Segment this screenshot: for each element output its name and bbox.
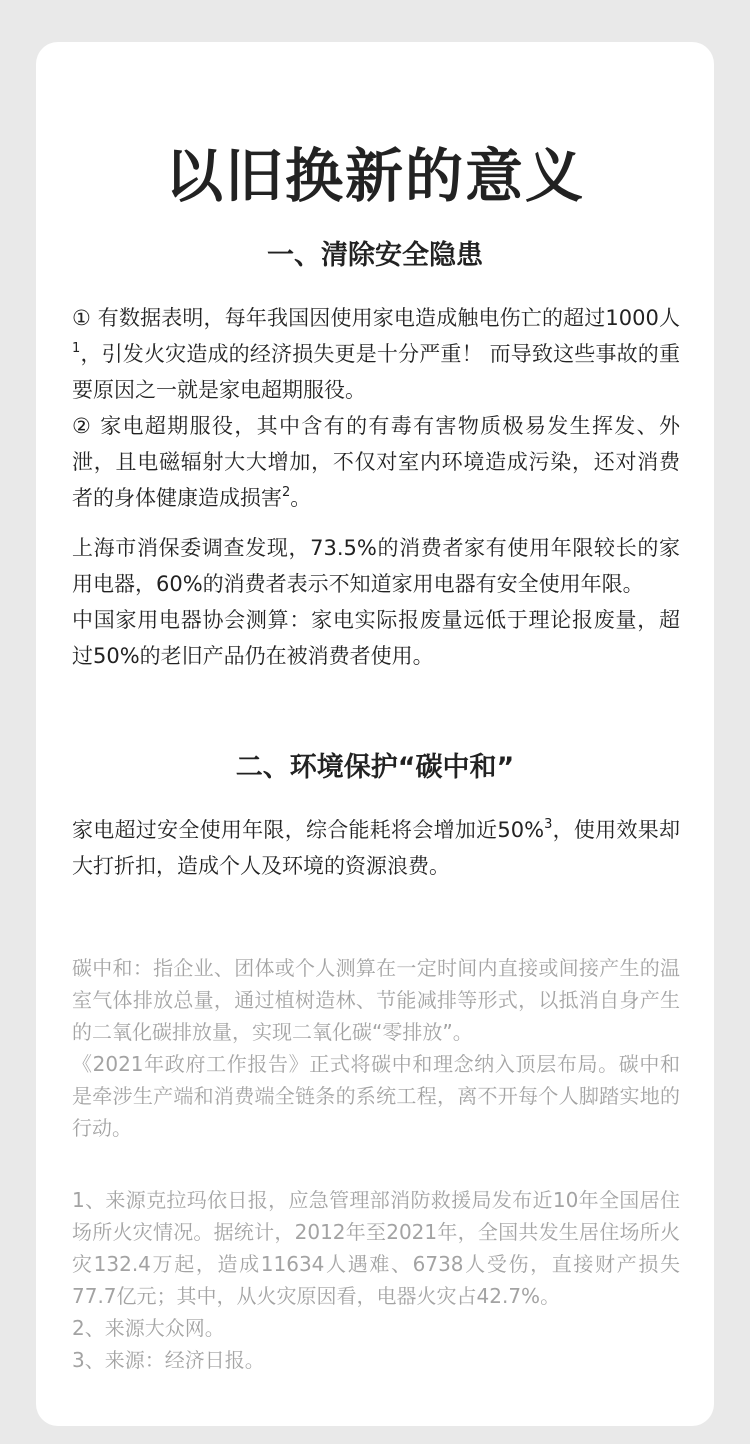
- section-heading-safety: 一、清除安全隐患: [267, 240, 483, 271]
- safety-p1-text-cont: ，引发火灾造成的经济损失更是十分严重！ 而导致这些事故的重要原因之一就是家电超期服役。: [72, 342, 680, 402]
- footnote-3: 3、来源：经济日报。: [72, 1348, 265, 1372]
- safety-paragraph-1: [72, 300, 680, 516]
- title-area: [36, 140, 714, 212]
- safety-p2-text: ② 家电超期服役，其中含有的有毒有害物质极易发生挥发、外泄，且电磁辐射大大增加，不仅对室内环境造成污染，还对消费者的身体健康造成损害: [72, 414, 680, 510]
- note-policy: 《2021年政府工作报告》正式将碳中和理念纳入顶层布局。碳中和是牵涉生产端和消费端全链条的系统工程，离不开每个人脚踏实地的行动。: [72, 1052, 680, 1140]
- footnote-ref-3: 3: [544, 817, 553, 832]
- footnote-1: 1、来源克拉玛依日报，应急管理部消防救援局发布近10年全国居住场所火灾情况。据统计，2012年至2021年，全国共发生居住场所火灾132.4万起，造成11634人遇难、6738人受伤，直接财产损失77.7亿元；其中，从火灾原因看，电器火灾占42.7%。: [72, 1188, 680, 1308]
- association-text: 中国家用电器协会测算：家电实际报废量远低于理论报废量，超过50%的老旧产品仍在被消费者使用。: [72, 608, 680, 668]
- safety-p1-text: ① 有数据表明，每年我国因使用家电造成触电伤亡的超过1000人: [72, 306, 680, 330]
- section-heading-environment: 二、环境保护“碳中和”: [235, 752, 515, 783]
- carbon-neutral-note: [72, 952, 680, 1144]
- survey-text: 上海市消保委调查发现，73.5%的消费者家有使用年限较长的家用电器，60%的消费者表示不知道家用电器有安全使用年限。: [72, 536, 680, 596]
- safety-paragraph-2: [72, 530, 680, 674]
- footnote-ref-2: 2: [282, 485, 291, 500]
- footnotes: [72, 1184, 680, 1376]
- environment-paragraph: [72, 812, 680, 884]
- safety-p2-text-cont: 。: [290, 486, 312, 510]
- footnote-2: 2、来源大众网。: [72, 1316, 225, 1340]
- page-title: [165, 140, 585, 212]
- note-definition: 碳中和：指企业、团体或个人测算在一定时间内直接或间接产生的温室气体排放总量，通过植树造林、节能减排等形式，以抵消自身产生的二氧化碳排放量，实现二氧化碳“零排放”。: [72, 956, 680, 1044]
- page-title-text: 以旧换新的意义: [164, 142, 585, 210]
- environment-text-cont: ，使用效果却大打折扣，造成个人及环境的资源浪费。: [72, 818, 680, 878]
- content-card: [36, 42, 714, 1426]
- footnote-ref-1: 1: [72, 341, 81, 356]
- environment-text: 家电超过安全使用年限，综合能耗将会增加近50%: [72, 818, 545, 842]
